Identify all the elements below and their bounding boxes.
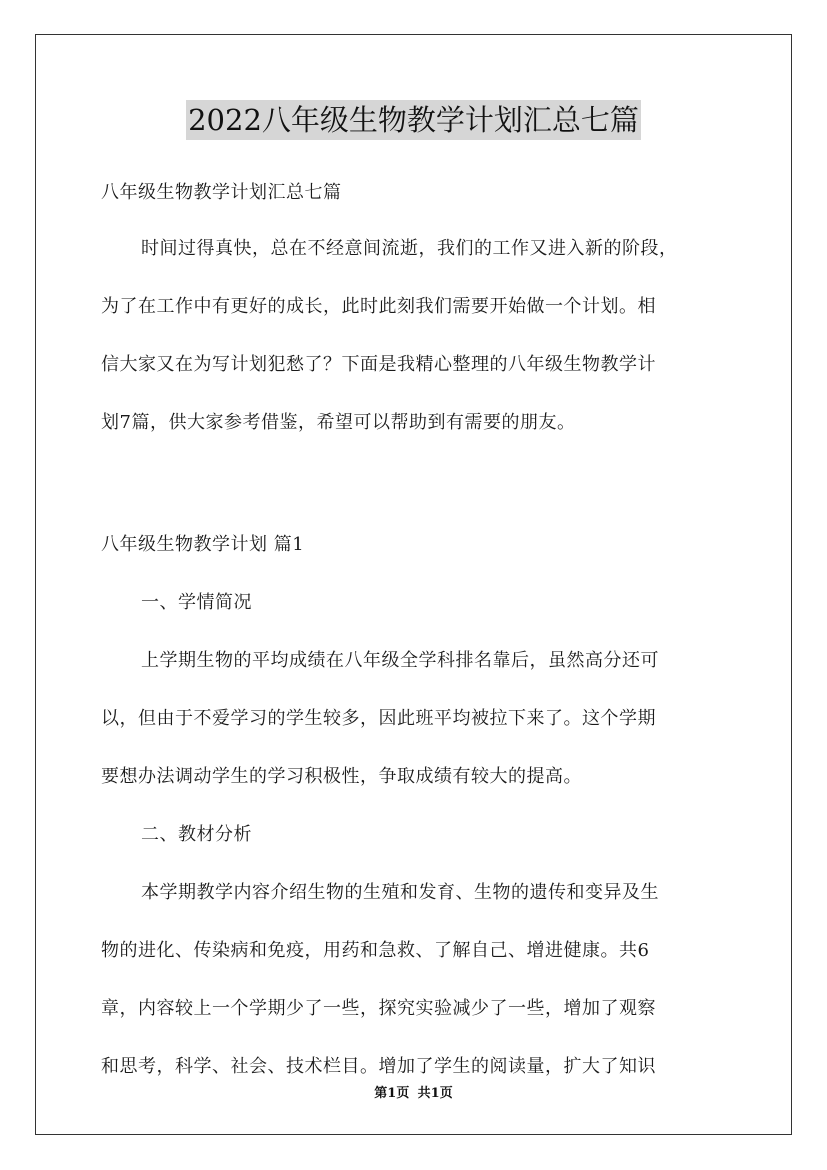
paragraph-line: 上学期生物的平均成绩在八年级全学科排名靠后，虽然高分还可 (141, 650, 659, 671)
title-container (0, 100, 827, 140)
page-prefix: 第 (374, 1086, 388, 1101)
paragraph-line: 和思考，科学、社会、技术栏目。增加了学生的阅读量，扩大了知识 (101, 1056, 656, 1077)
subheading-textbook-analysis: 二、教材分析 (141, 824, 252, 845)
subheading-learning-situation: 一、学情简况 (141, 592, 252, 613)
intro-line: 划7篇，供大家参考借鉴，希望可以帮助到有需要的朋友。 (101, 412, 576, 433)
intro-line: 为了在工作中有更好的成长，此时此刻我们需要开始做一个计划。相 (101, 296, 656, 317)
paragraph-line: 章，内容较上一个学期少了一些，探究实验减少了一些，增加了观察 (101, 998, 656, 1019)
total-prefix: 共 (417, 1086, 431, 1101)
section-heading: 八年级生物教学计划 篇1 (101, 534, 305, 555)
page-footer (0, 1082, 827, 1101)
paragraph-line: 本学期教学内容介绍生物的生殖和发育、生物的遗传和变异及生 (141, 882, 659, 903)
intro-line: 时间过得真快，总在不经意间流逝，我们的工作又进入新的阶段， (141, 238, 678, 259)
intro-heading: 八年级生物教学计划汇总七篇 (101, 182, 342, 203)
paragraph-line: 以，但由于不爱学习的学生较多，因此班平均被拉下来了。这个学期 (101, 708, 656, 729)
page-number: 1 (387, 1086, 397, 1101)
total-suffix: 页 (439, 1086, 453, 1101)
page-suffix: 页 (396, 1086, 410, 1101)
document-body (101, 172, 727, 1096)
paragraph-line: 物的进化、传染病和免疫，用药和急救、了解自己、增进健康。共6 (101, 940, 650, 961)
total-pages: 1 (430, 1086, 440, 1101)
paragraph-line: 要想办法调动学生的学习积极性，争取成绩有较大的提高。 (101, 766, 582, 787)
intro-line: 信大家又在为写计划犯愁了？下面是我精心整理的八年级生物教学计 (101, 354, 656, 375)
document-title: 2022八年级生物教学计划汇总七篇 (186, 100, 641, 140)
spacer (101, 452, 727, 516)
